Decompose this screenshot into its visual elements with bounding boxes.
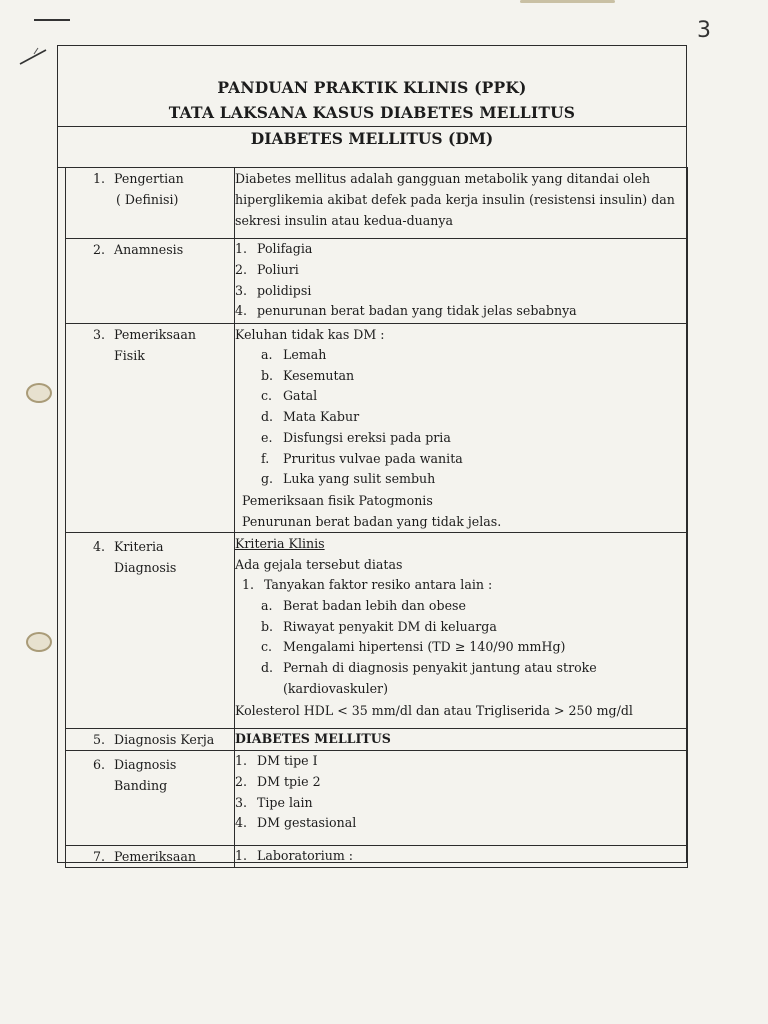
label-line: Pemeriksaan: [114, 327, 197, 342]
list-item: d. Pernah di diagnosis penyakit jantung atau stroke: [261, 660, 597, 676]
table-row: [66, 533, 688, 729]
list-item: 1. Polifagia: [235, 241, 313, 256]
row-content: [235, 533, 688, 729]
row-label: [66, 729, 235, 751]
ppk-document: [57, 45, 687, 863]
list-item: g. Luka yang sulit sembuh: [261, 471, 436, 487]
list-item: 3. polidipsi: [235, 282, 312, 298]
label-line: ( Definisi): [116, 192, 179, 207]
exam-note: Penurunan berat badan yang tidak jelas.: [242, 513, 502, 529]
label-line: Diagnosis: [114, 560, 177, 575]
disease-title: DIABETES MELLITUS (DM): [58, 127, 686, 168]
list-item: a. Lemah: [261, 347, 327, 362]
list-item: c. Mengalami hipertensi (TD ≥ 140/90 mmHg): [261, 639, 566, 655]
label-line: Diagnosis Kerja: [114, 732, 215, 747]
list-item: 4. DM gestasional: [235, 815, 357, 831]
row-number: 1.: [92, 171, 105, 186]
list-item: d. Mata Kabur: [261, 409, 360, 425]
document-header: [58, 46, 686, 127]
row-content: [235, 324, 688, 533]
row-number: 5.: [92, 732, 105, 747]
page-number: 3: [697, 18, 711, 43]
label-line: Pemeriksaan: [114, 849, 197, 864]
table-row: [66, 168, 688, 239]
list-item: 4. penurunan berat badan yang tidak jelas sebabnya: [235, 303, 577, 319]
row-number: 3.: [92, 327, 105, 342]
complaint-intro: Keluhan tidak kas DM :: [235, 327, 385, 342]
definition-line: sekresi insulin atau kedua-duanya: [235, 213, 454, 228]
row-number: 6.: [92, 757, 105, 772]
table-row: [66, 729, 688, 751]
label-line: Pengertian: [114, 171, 184, 186]
working-diagnosis: DIABETES MELLITUS: [235, 729, 688, 751]
list-item: 1. DM tipe I: [235, 753, 318, 768]
row-content: [235, 751, 688, 846]
list-item: e. Disfungsi ereksi pada pria: [261, 429, 451, 445]
document-title: PANDUAN PRAKTIK KLINIS (PPK): [217, 78, 527, 97]
criteria-heading: Kriteria Klinis: [235, 536, 325, 551]
label-line: Fisik: [114, 348, 145, 363]
row-label: [66, 324, 235, 533]
label-line: Banding: [114, 778, 168, 793]
label-line: Kriteria: [114, 539, 164, 554]
row-label: [66, 168, 235, 239]
list-item: 1. Tanyakan faktor resiko antara lain :: [242, 577, 493, 592]
scan-streak: [520, 0, 615, 3]
row-content: [235, 168, 688, 239]
table-row: [66, 239, 688, 324]
list-item-continuation: (kardiovaskuler): [283, 680, 388, 696]
definition-line: Diabetes mellitus adalah gangguan metabolik yang ditandai oleh: [235, 171, 651, 186]
list-item: 2. DM tpie 2: [235, 773, 321, 789]
definition-line: hiperglikemia akibat defek pada kerja insulin (resistensi insulin) dan: [235, 192, 675, 207]
list-item: 1. Laboratorium :: [235, 848, 354, 863]
row-label: [66, 846, 235, 868]
label-line: Anamnesis: [114, 242, 184, 257]
row-label: [66, 751, 235, 846]
table-row: [66, 846, 688, 868]
ppk-table: [65, 167, 688, 868]
list-item: b. Riwayat penyakit DM di keluarga: [261, 618, 497, 634]
list-item: a. Berat badan lebih dan obese: [261, 597, 466, 613]
list-item: 3. Tipe lain: [235, 794, 313, 810]
list-item: f. Pruritus vulvae pada wanita: [261, 450, 463, 466]
row-number: 4.: [92, 539, 105, 554]
row-label: [66, 533, 235, 729]
list-item: b. Kesemutan: [261, 367, 355, 383]
label-line: Diagnosis: [114, 757, 177, 772]
document-subject: TATA LAKSANA KASUS DIABETES MELLITUS: [168, 103, 576, 122]
criteria-line: Ada gejala tersebut diatas: [235, 557, 403, 572]
table-row: [66, 324, 688, 533]
row-label: [66, 239, 235, 324]
criteria-footer: Kolesterol HDL < 35 mm/dl dan atau Trigliserida > 250 mg/dl: [235, 702, 633, 718]
list-item: c. Gatal: [261, 388, 318, 404]
punch-hole-top: [26, 383, 52, 403]
punch-hole-bottom: [26, 632, 52, 652]
exam-note: Pemeriksaan fisik Patogmonis: [242, 492, 433, 508]
row-content: [235, 846, 688, 868]
row-number: 2.: [92, 242, 105, 257]
list-item: 2. Poliuri: [235, 261, 299, 277]
table-row: [66, 751, 688, 846]
row-content: [235, 239, 688, 324]
row-number: 7.: [92, 849, 105, 864]
